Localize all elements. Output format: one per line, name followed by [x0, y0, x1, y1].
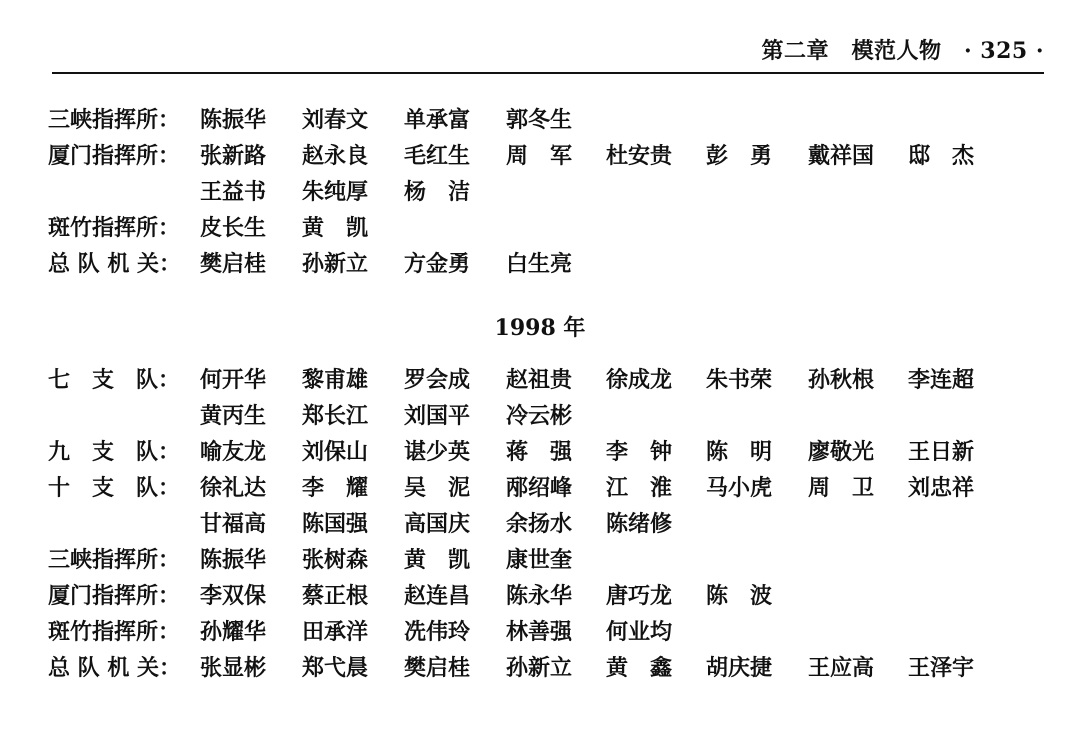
person-name: 李 钟 [606, 439, 673, 465]
person-name: 单承富 [404, 107, 471, 133]
person-name: 罗会成 [404, 367, 471, 393]
list-row [0, 139, 1080, 175]
person-name: 胡庆捷 [706, 655, 773, 681]
person-name: 林善强 [506, 619, 573, 645]
list-row [0, 363, 1080, 399]
person-name: 皮长生 [200, 215, 267, 241]
person-name: 陈国强 [302, 511, 369, 537]
person-name: 戴祥国 [808, 143, 875, 169]
person-name: 郑长江 [302, 403, 369, 429]
person-name: 田承洋 [302, 619, 369, 645]
person-name: 孙秋根 [808, 367, 875, 393]
person-name: 王益书 [200, 179, 267, 205]
list-row [0, 543, 1080, 579]
year-heading: 1998 年 [494, 315, 586, 341]
header-rule [52, 72, 1044, 74]
list-row [0, 399, 1080, 435]
list-row [0, 435, 1080, 471]
person-name: 李 耀 [302, 475, 369, 501]
person-name: 康世奎 [506, 547, 573, 573]
person-name: 刘忠祥 [908, 475, 975, 501]
person-name: 张显彬 [200, 655, 267, 681]
person-name: 周 卫 [808, 475, 875, 501]
list-row [0, 211, 1080, 247]
unit-label: 总 队 机 关： [48, 655, 181, 681]
person-name: 方金勇 [404, 251, 471, 277]
person-name: 樊启桂 [404, 655, 471, 681]
person-name: 孙新立 [302, 251, 369, 277]
person-name: 白生亮 [506, 251, 573, 277]
person-name: 赵连昌 [404, 583, 471, 609]
person-name: 刘国平 [404, 403, 471, 429]
unit-label: 十 支 队： [48, 475, 181, 501]
person-name: 张树森 [302, 547, 369, 573]
person-name: 冼伟玲 [404, 619, 471, 645]
person-name: 高国庆 [404, 511, 471, 537]
person-name: 徐礼达 [200, 475, 267, 501]
unit-label: 七 支 队： [48, 367, 181, 393]
person-name: 黄 鑫 [606, 655, 673, 681]
person-name: 吴 泥 [404, 475, 471, 501]
person-name: 江 淮 [606, 475, 673, 501]
person-name: 毛红生 [404, 143, 471, 169]
person-name: 蔡正根 [302, 583, 369, 609]
unit-label: 总 队 机 关： [48, 251, 181, 277]
list-row [0, 247, 1080, 283]
person-name: 余扬水 [506, 511, 573, 537]
person-name: 王泽宇 [908, 655, 975, 681]
person-name: 黄丙生 [200, 403, 267, 429]
person-name: 杨 洁 [404, 179, 471, 205]
person-name: 马小虎 [706, 475, 773, 501]
person-name: 赵祖贵 [506, 367, 573, 393]
person-name: 彭 勇 [706, 143, 773, 169]
person-name: 刘保山 [302, 439, 369, 465]
person-name: 王应高 [808, 655, 875, 681]
person-name: 陈振华 [200, 547, 267, 573]
header-chapter-and-page: 第二章 模范人物 · 325 · [761, 38, 1044, 64]
person-name: 唐巧龙 [606, 583, 673, 609]
page-header [0, 22, 1080, 66]
unit-label: 厦门指挥所： [48, 583, 181, 609]
person-name: 何开华 [200, 367, 267, 393]
person-name: 何业均 [606, 619, 673, 645]
list-row [0, 615, 1080, 651]
person-name: 冷云彬 [506, 403, 573, 429]
person-name: 朱纯厚 [302, 179, 369, 205]
unit-label: 三峡指挥所： [48, 547, 181, 573]
person-name: 廖敬光 [808, 439, 875, 465]
unit-label: 斑竹指挥所： [48, 619, 181, 645]
list-row [0, 579, 1080, 615]
person-name: 喻友龙 [200, 439, 267, 465]
person-name: 李双保 [200, 583, 267, 609]
person-name: 孙耀华 [200, 619, 267, 645]
person-name: 陈绪修 [606, 511, 673, 537]
person-name: 郭冬生 [506, 107, 573, 133]
unit-label: 斑竹指挥所： [48, 215, 181, 241]
person-name: 郑弋晨 [302, 655, 369, 681]
person-name: 樊启桂 [200, 251, 267, 277]
person-name: 邸 杰 [908, 143, 975, 169]
person-name: 朱书荣 [706, 367, 773, 393]
list-row [0, 103, 1080, 139]
person-name: 陈 波 [706, 583, 773, 609]
person-name: 李连超 [908, 367, 975, 393]
unit-label: 九 支 队： [48, 439, 181, 465]
person-name: 谌少英 [404, 439, 471, 465]
person-name: 邴绍峰 [506, 475, 573, 501]
person-name: 黎甫雄 [302, 367, 369, 393]
unit-label: 厦门指挥所： [48, 143, 181, 169]
person-name: 陈 明 [706, 439, 773, 465]
person-name: 周 军 [506, 143, 573, 169]
person-name: 陈永华 [506, 583, 573, 609]
list-row [0, 175, 1080, 211]
unit-label: 三峡指挥所： [48, 107, 181, 133]
person-name: 陈振华 [200, 107, 267, 133]
person-name: 张新路 [200, 143, 267, 169]
list-row [0, 471, 1080, 507]
list-row [0, 651, 1080, 687]
person-name: 刘春文 [302, 107, 369, 133]
person-name: 王日新 [908, 439, 975, 465]
person-name: 杜安贵 [606, 143, 673, 169]
person-name: 赵永良 [302, 143, 369, 169]
person-name: 黄 凯 [302, 215, 369, 241]
person-name: 徐成龙 [606, 367, 673, 393]
person-name: 黄 凯 [404, 547, 471, 573]
person-name: 甘福高 [200, 511, 267, 537]
person-name: 孙新立 [506, 655, 573, 681]
list-row [0, 507, 1080, 543]
person-name: 蒋 强 [506, 439, 573, 465]
